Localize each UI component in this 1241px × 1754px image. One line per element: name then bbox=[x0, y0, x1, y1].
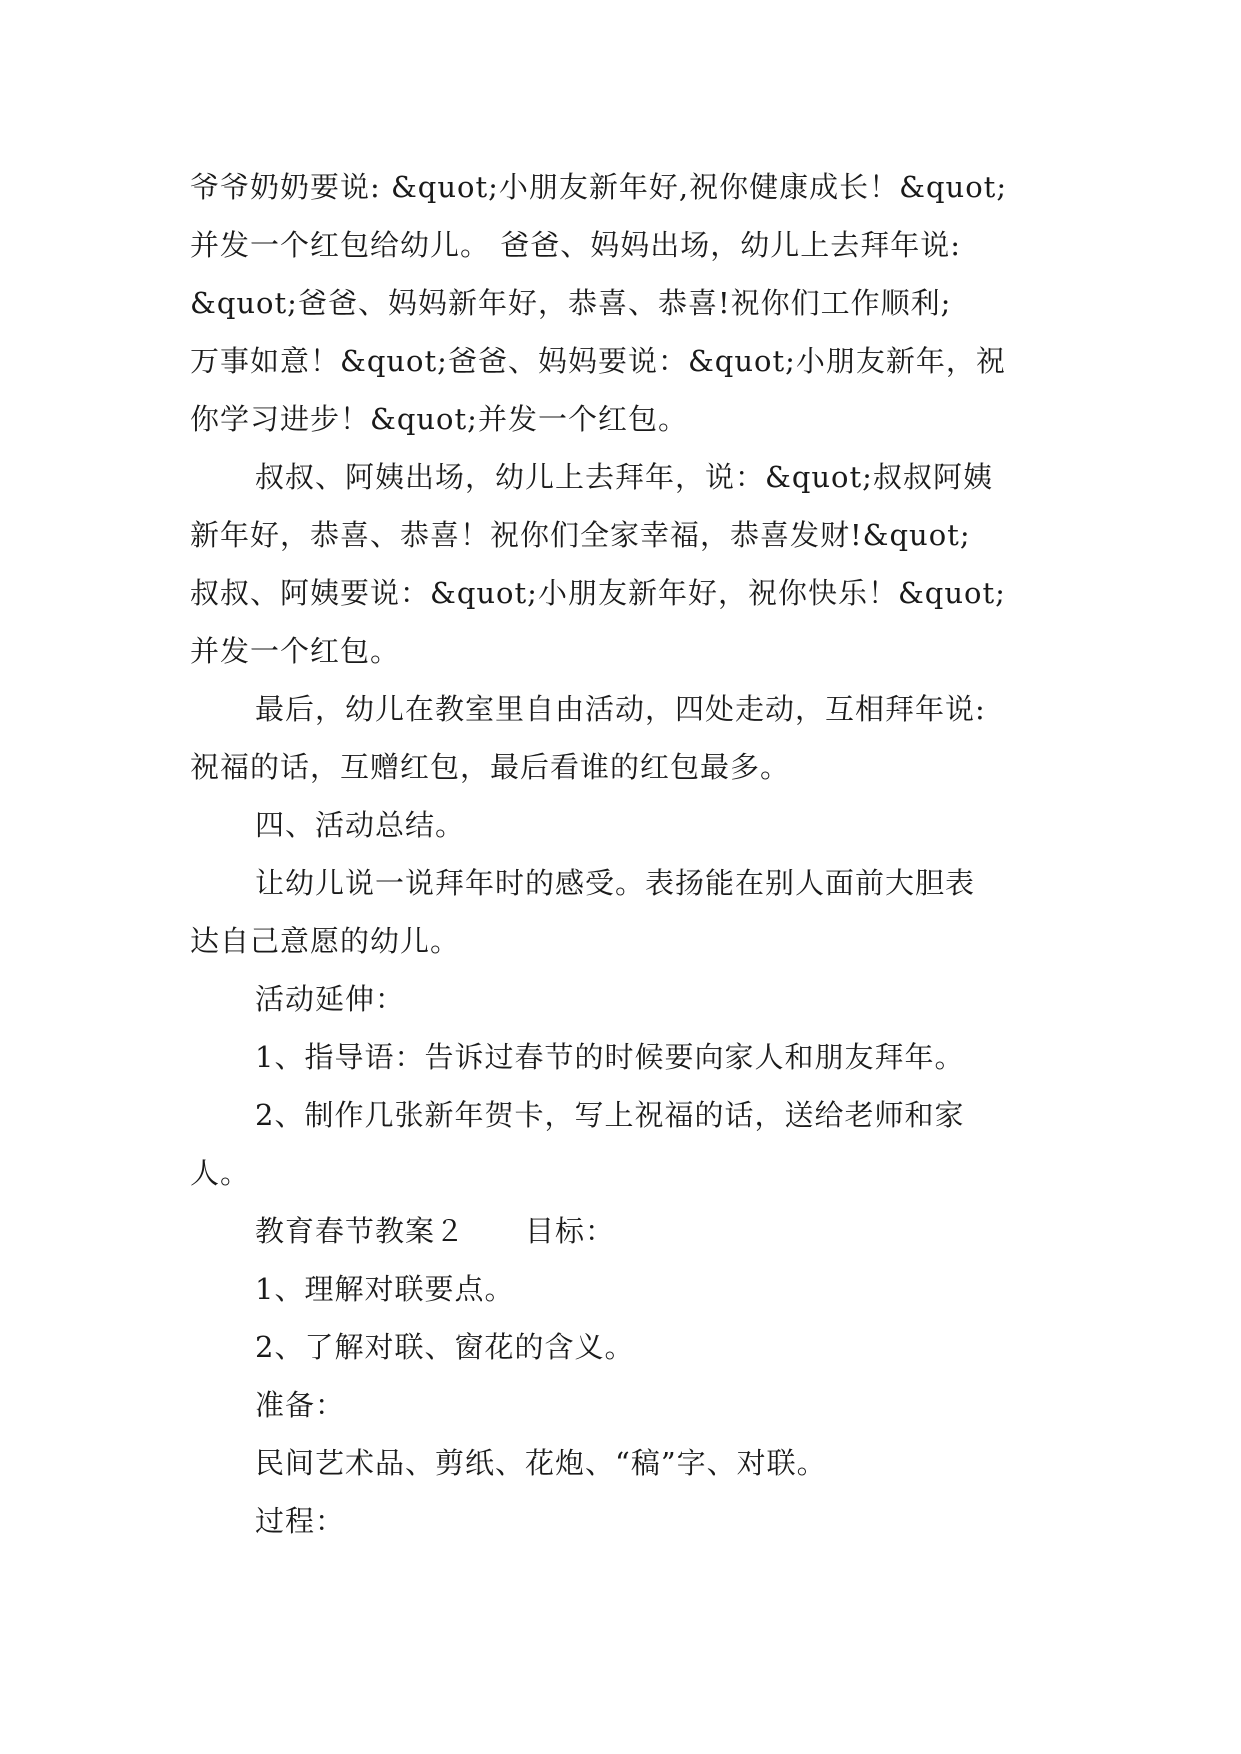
lesson-heading bbox=[190, 1202, 1070, 1260]
text-line: 万事如意！&quot;爸爸、妈妈要说：&quot;小朋友新年，祝 bbox=[190, 344, 1006, 378]
paragraph-start: 叔叔、阿姨出场，幼儿上去拜年，说：&quot;叔叔阿姨 bbox=[255, 460, 993, 494]
text-line: 你学习进步！&quot;并发一个红包。 bbox=[190, 402, 688, 436]
text-line: &quot;爸爸、妈妈新年好，恭喜、恭喜!祝你们工作顺利; bbox=[190, 286, 952, 320]
section-heading: 四、活动总结。 bbox=[255, 808, 466, 842]
document-body bbox=[190, 158, 1070, 1550]
paragraph-start: 让幼儿说一说拜年时的感受。表扬能在别人面前大胆表 bbox=[255, 866, 976, 900]
text-line: 人。 bbox=[190, 1156, 251, 1190]
list-item: 1、指导语：告诉过春节的时候要向家人和朋友拜年。 bbox=[255, 1040, 965, 1074]
section-heading: 活动延伸： bbox=[255, 982, 406, 1016]
text-line: 并发一个红包。 bbox=[190, 634, 401, 668]
lesson-title: 教育春节教案２ bbox=[255, 1214, 466, 1248]
text-line: 达自己意愿的幼儿。 bbox=[190, 924, 461, 958]
lesson-goal-label: 目标： bbox=[525, 1214, 616, 1248]
text-line: 叔叔、阿姨要说：&quot;小朋友新年好，祝你快乐！&quot; bbox=[190, 576, 1006, 610]
section-heading: 过程： bbox=[255, 1504, 346, 1538]
list-item: 2、制作几张新年贺卡，写上祝福的话，送给老师和家 bbox=[255, 1098, 965, 1132]
paragraph-start: 民间艺术品、剪纸、花炮、“稿”字、对联。 bbox=[255, 1446, 827, 1480]
text-line: 祝福的话，互赠红包，最后看谁的红包最多。 bbox=[190, 750, 791, 784]
list-item: 2、了解对联、窗花的含义。 bbox=[255, 1330, 635, 1364]
list-item: 1、理解对联要点。 bbox=[255, 1272, 515, 1306]
text-line: 新年好，恭喜、恭喜！祝你们全家幸福，恭喜发财!&quot; bbox=[190, 518, 971, 552]
text-line: 爷爷奶奶要说: &quot;小朋友新年好,祝你健康成长！&quot; bbox=[190, 170, 1008, 204]
paragraph-start: 最后，幼儿在教室里自由活动，四处走动，互相拜年说: bbox=[255, 692, 986, 726]
section-heading: 准备： bbox=[255, 1388, 346, 1422]
text-line: 并发一个红包给幼儿。 爸爸、妈妈出场，幼儿上去拜年说: bbox=[190, 228, 961, 262]
